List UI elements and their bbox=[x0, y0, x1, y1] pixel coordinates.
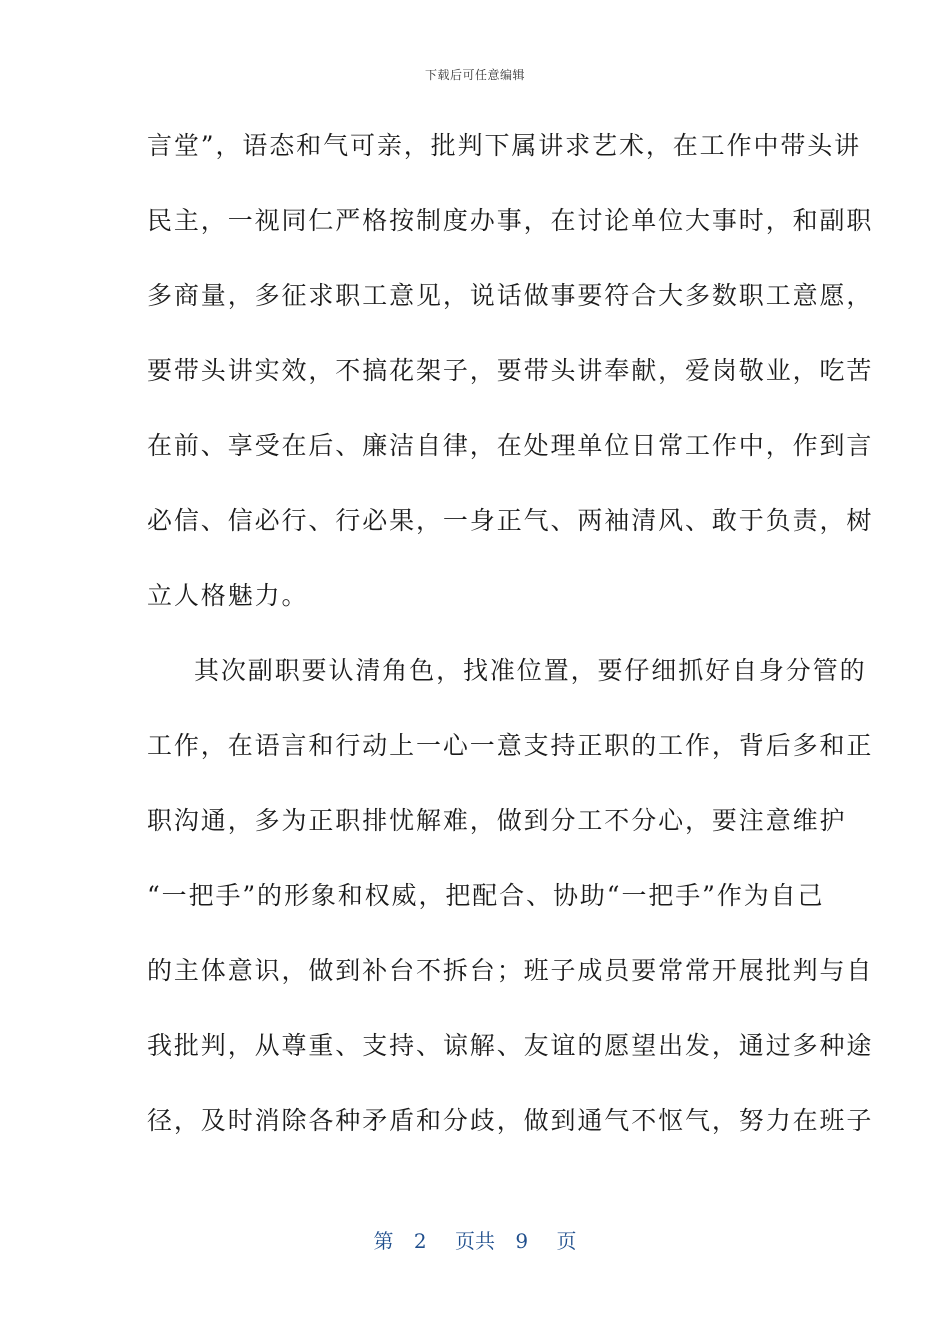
paragraph-first-line: 其次副职要认清角色，找准位置，要仔细抓好自身分管的 bbox=[194, 656, 867, 685]
body-text-line: 民主，一视同仁严格按制度办事，在讨论单位大事时，和副职 bbox=[147, 206, 874, 235]
body-text-line: 多商量，多征求职工意见，说话做事要符合大多数职工意愿， bbox=[147, 281, 874, 310]
body-text-line: “一把手”的形象和权威，把配合、协助“一把手”作为自己 bbox=[147, 881, 825, 910]
body-text-line: 职沟通，多为正职排忧解难，做到分工不分心，要注意维护 bbox=[147, 806, 847, 835]
body-text-line: 必信、信必行、行必果，一身正气、两袖清风、敢于负责，树 bbox=[147, 506, 874, 535]
body-text-line: 要带头讲实效，不搞花架子，要带头讲奉献，爱岗敬业，吃苦 bbox=[147, 356, 874, 385]
body-text-line: 径，及时消除各种矛盾和分歧，做到通气不怄气，努力在班子 bbox=[147, 1106, 874, 1135]
footer-prefix: 第 bbox=[373, 1229, 394, 1253]
current-page-number: 2 bbox=[413, 1229, 427, 1253]
body-text-line: 在前、享受在后、廉洁自律，在处理单位日常工作中，作到言 bbox=[147, 431, 874, 460]
footer-suffix: 页 bbox=[556, 1229, 577, 1253]
body-text-line: 言堂”，语态和气可亲，批判下属讲求艺术，在工作中带头讲 bbox=[147, 131, 862, 160]
body-text-line: 我批判，从尊重、支持、谅解、友谊的愿望出发，通过多种途 bbox=[147, 1031, 874, 1060]
body-text-line: 立人格魅力。 bbox=[147, 581, 309, 610]
page-number-footer bbox=[0, 1225, 950, 1254]
body-text-line: 的主体意识，做到补台不拆台；班子成员要常常开展批判与自 bbox=[147, 956, 874, 985]
page-header-note: 下载后可任意编辑 bbox=[424, 68, 525, 82]
body-text-line: 工作，在语言和行动上一心一意支持正职的工作，背后多和正 bbox=[147, 731, 874, 760]
footer-middle: 页共 bbox=[455, 1229, 495, 1253]
total-pages-number: 9 bbox=[515, 1229, 529, 1253]
